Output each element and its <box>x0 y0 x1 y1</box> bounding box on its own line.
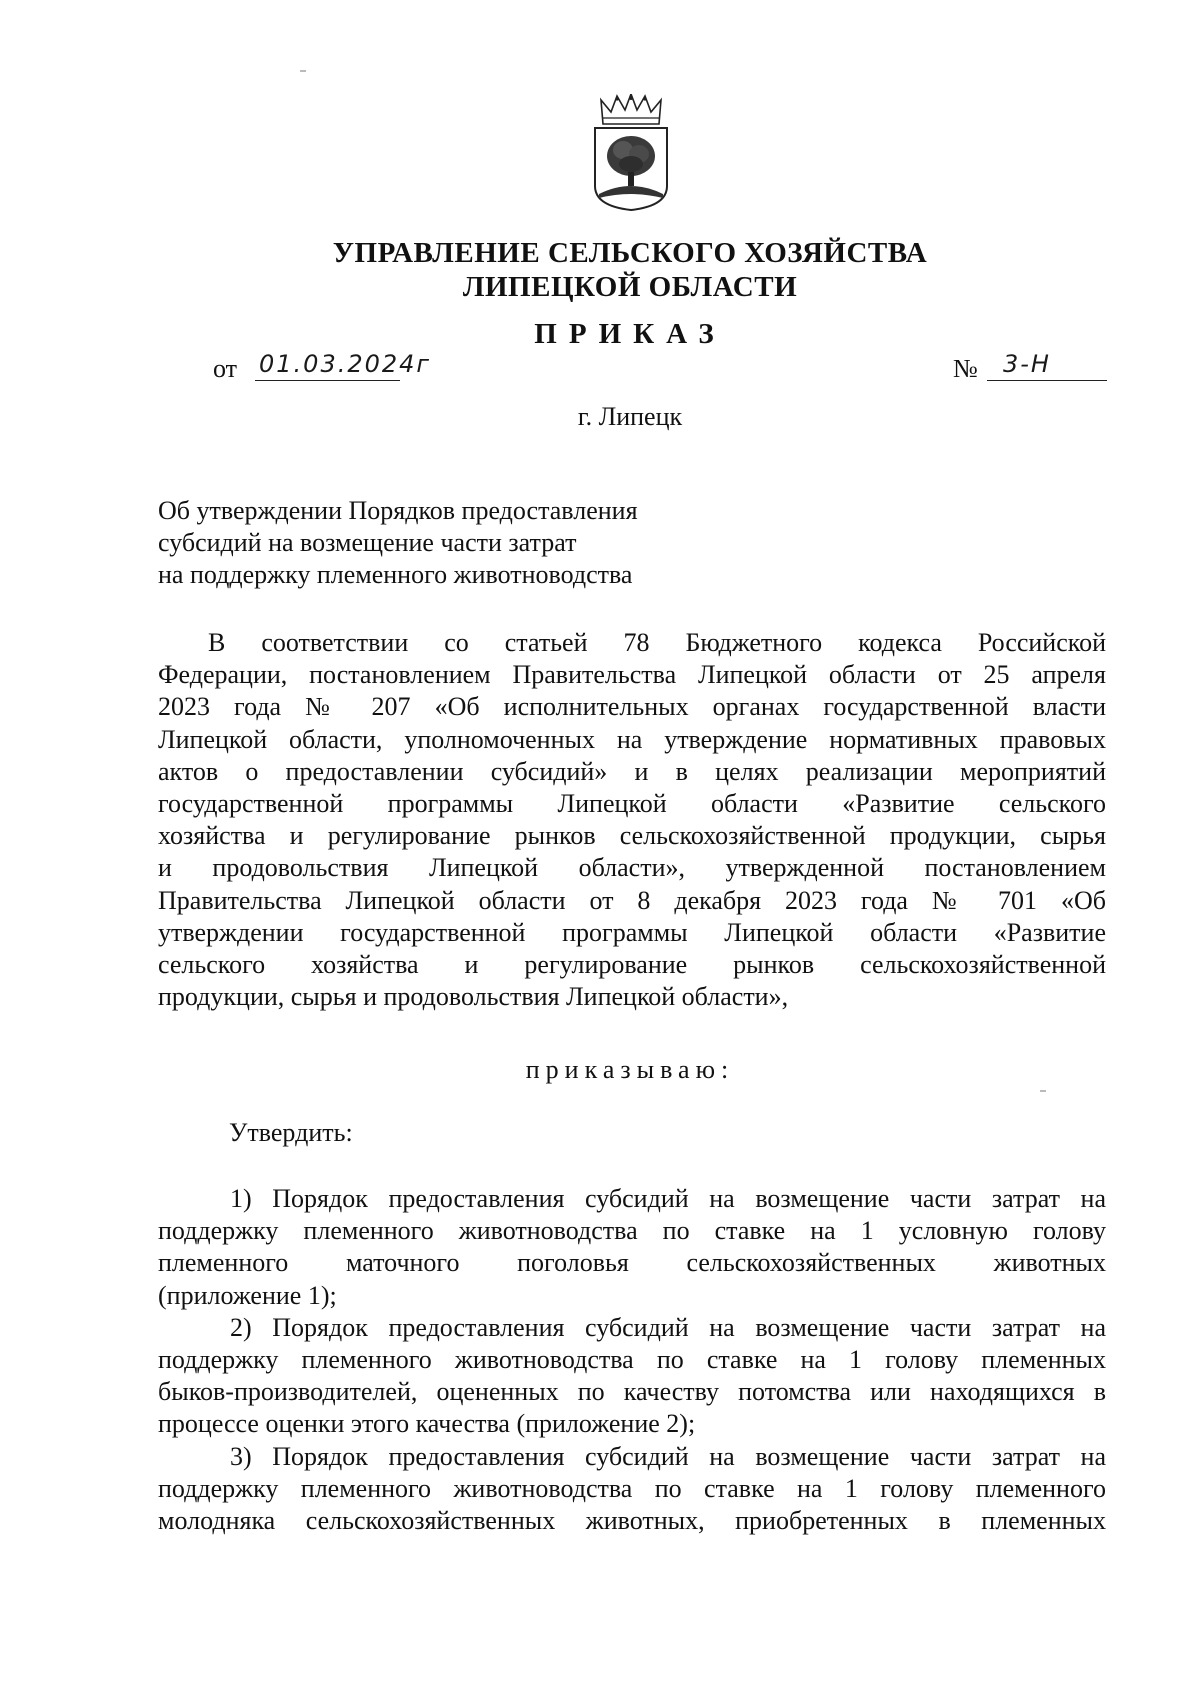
item-line: поддержку племенного животноводства по ставке на 1 голову племенных <box>158 1345 1106 1375</box>
preamble-line: 2023 года № 207 «Об исполнительных органах государственной власти <box>158 692 1106 722</box>
number-value: 3-Н <box>1003 350 1051 378</box>
subject-block <box>158 495 778 591</box>
preamble-line: утверждении государственной программы Липецкой области «Развитие <box>158 917 1106 947</box>
subject-line: Об утверждении Порядков предоставления <box>158 496 638 525</box>
list-item <box>158 1312 1106 1441</box>
subject-line: на поддержку племенного животноводства <box>158 560 633 589</box>
order-verb: приказываю: <box>525 1055 735 1084</box>
preamble-line: хозяйства и регулирование рынков сельскохозяйственной продукции, сырья <box>158 821 1106 851</box>
preamble-line: актов о предоставлении субсидий» и в целях реализации мероприятий <box>158 756 1106 786</box>
item-line: поддержку племенного животноводства по ставке на 1 условную голову <box>158 1216 1106 1246</box>
item-line: молодняка сельскохозяйственных животных, приобретенных в племенных <box>158 1506 1106 1536</box>
preamble-line: В соответствии со статьей 78 Бюджетного кодекса Российской <box>208 628 1106 657</box>
organization-name-line1: УПРАВЛЕНИЕ СЕЛЬСКОГО ХОЗЯЙСТВА <box>332 237 928 269</box>
document-type-title: ПРИКАЗ <box>534 318 726 350</box>
item-line: (приложение 1); <box>158 1280 337 1310</box>
item-line: племенного маточного поголовья сельскохозяйственных животных <box>158 1248 1106 1278</box>
organization-name-line2: ЛИПЕЦКОЙ ОБЛАСТИ <box>462 271 798 303</box>
item-line: 2) Порядок предоставления субсидий на возмещение части затрат на <box>230 1312 1106 1342</box>
preamble-line: государственной программы Липецкой области «Развитие сельского <box>158 789 1106 819</box>
scan-speck <box>1040 1090 1046 1092</box>
item-line: 1) Порядок предоставления субсидий на возмещение части затрат на <box>230 1184 1106 1213</box>
item-line: процессе оценки этого качества (приложение 2); <box>158 1409 696 1439</box>
scan-speck <box>300 70 306 72</box>
date-number-row <box>213 350 1113 390</box>
list-item <box>158 1183 1106 1312</box>
items-list <box>158 1183 1106 1537</box>
preamble-line: и продовольствия Липецкой области», утвержденной постановлением <box>158 853 1106 883</box>
approve-heading: Утвердить: <box>229 1118 353 1147</box>
city: г. Липецк <box>577 402 683 431</box>
preamble-line: сельского хозяйства и регулирование рынков сельскохозяйственной <box>158 950 1106 980</box>
item-line: быков-производителей, оцененных по качеству потомства или находящихся в <box>158 1377 1106 1407</box>
date-prefix: от <box>213 354 238 383</box>
item-line: поддержку племенного животноводства по ставке на 1 голову племенного <box>158 1473 1106 1503</box>
coat-of-arms-icon <box>585 94 677 212</box>
number-prefix: № <box>953 354 978 383</box>
subject-line: субсидий на возмещение части затрат <box>158 528 577 557</box>
preamble-line: продукции, сырья и продовольствия Липецкой области», <box>158 982 789 1012</box>
item-line: 3) Порядок предоставления субсидий на возмещение части затрат на <box>230 1441 1106 1471</box>
preamble-line: Липецкой области, уполномоченных на утверждение нормативных правовых <box>158 724 1106 754</box>
preamble-paragraph <box>158 627 1106 1013</box>
list-item <box>158 1441 1106 1538</box>
date-value: 01.03.2024г <box>259 350 432 378</box>
preamble-line: Федерации, постановлением Правительства Липецкой области от 25 апреля <box>158 660 1106 690</box>
preamble-line: Правительства Липецкой области от 8 декабря 2023 года № 701 «Об <box>158 885 1106 915</box>
